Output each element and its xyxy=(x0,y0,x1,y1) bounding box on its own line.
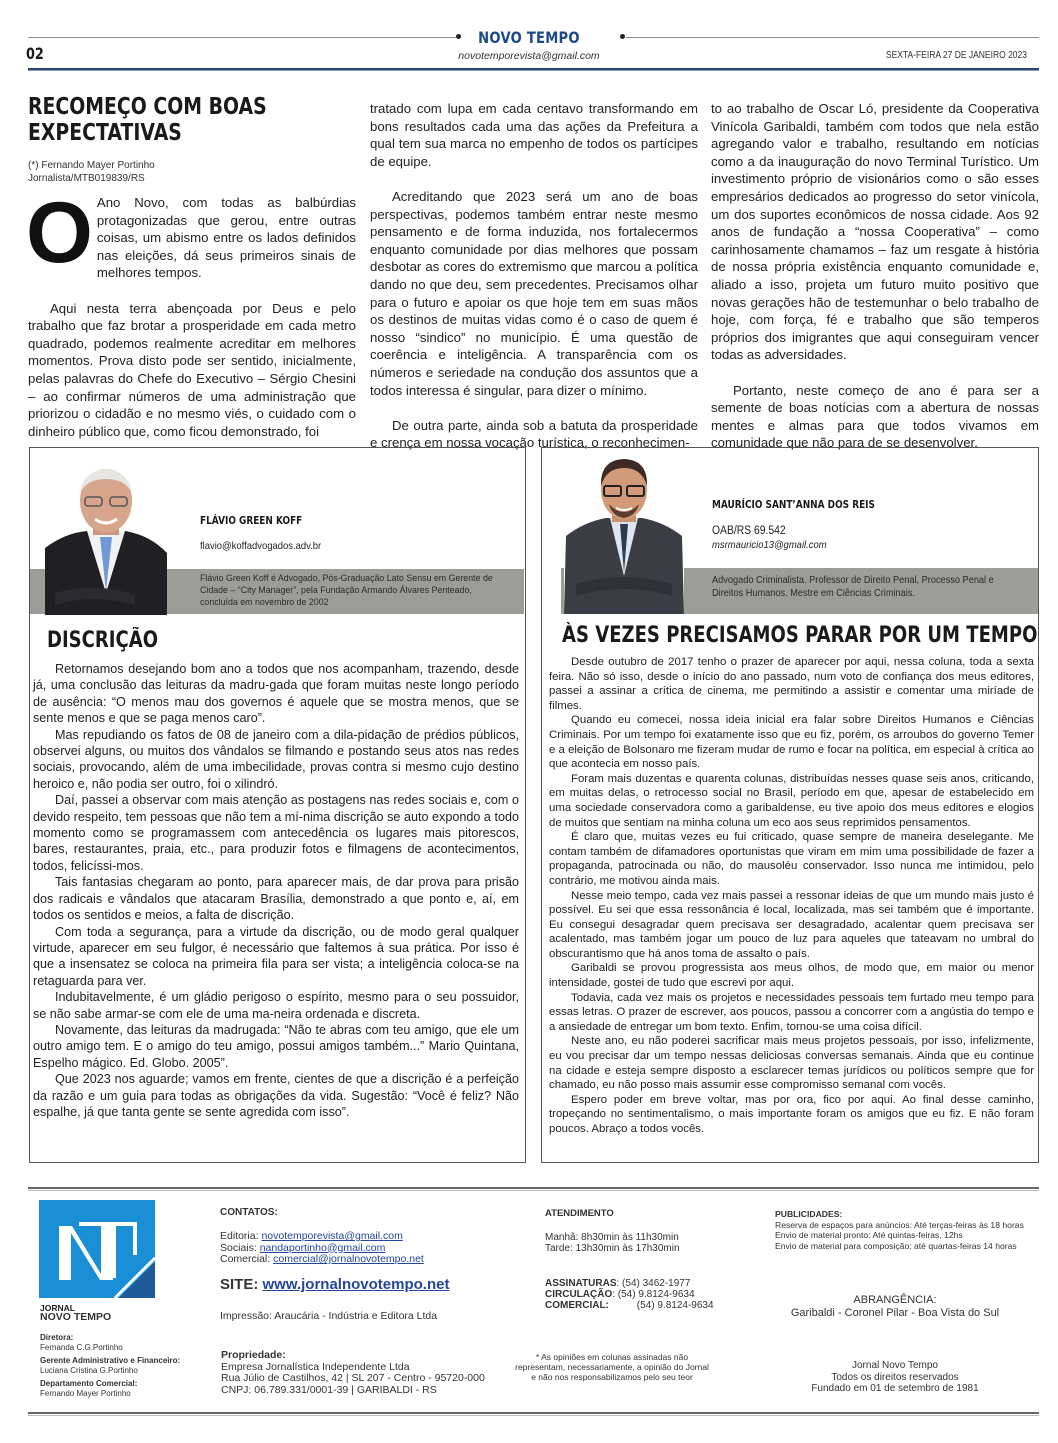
ownership-cnpj: CNPJ: 06.789.331/0001-39 | GARIBALDI - RS xyxy=(221,1383,437,1396)
byline-author: (*) Fernando Mayer Portinho xyxy=(28,160,155,171)
phone-row: CIRCULAÇÃO: (54) 9.8124-9634 xyxy=(545,1289,695,1300)
column-title: ÀS VEZES PRECISAMOS PARAR POR UM TEMPO xyxy=(562,623,1038,648)
article-column-2 xyxy=(370,100,698,452)
service-hours xyxy=(545,1208,745,1255)
newspaper-logo xyxy=(39,1200,155,1298)
author-oab: OAB/RS 69.542 xyxy=(712,525,786,537)
staff-role: Departamento Comercial: xyxy=(40,1379,138,1388)
column-paragraph: Daí, passei a observar com mais atenção as postagens nas redes sociais e, com o devido respeito, tem pessoas que não tem a mí-nima discrição se auto expondo a todo momento como se programassem com antecedência os lugares mais pitorescos, bares, restaurantes, praia, etc., para produzir fotos e filmagens de acontecimentos, todos, felicíssi-mos. xyxy=(33,793,519,873)
coverage-area xyxy=(750,1294,1040,1320)
comercial-email-link[interactable]: comercial@jornalnovotempo.net xyxy=(273,1253,424,1265)
author-email[interactable]: flavio@koffadvogados.adv.br xyxy=(200,540,322,552)
column-paragraph: É claro que, muitas vezes eu fui criticado, quase sempre de maneira deselegante. Me contam também de difamadores oportunistas que viram em mim uma possibilidade de fazer a propaganda, patrocinada ou não, do mausoléu conservador. Isso nunca me intimidou, pelo contrário, me motivou ainda mais. xyxy=(549,831,1034,887)
ownership-heading: Propriedade: xyxy=(221,1349,286,1361)
coverage-cities: Garibaldi - Coronel Pilar - Boa Vista do Sul xyxy=(790,1307,1000,1319)
opinion-column-right xyxy=(541,447,1039,1163)
author-name: MAURÍCIO SANT’ANNA DOS REIS xyxy=(712,499,875,511)
column-paragraph: Todavia, cada vez mais os projetos e necessidades pessoais tem furtado meu tempo para essas letras. O prazer de escrever, aos poucos, passou a concorrer com a angústia do tempo e a ansiedade de entregar um bom texto. Enfim, tornou-se uma coisa difícil. xyxy=(549,991,1034,1033)
author-bio: Flávio Green Koff é Advogado, Pós-Graduação Lato Sensu em Gerente de Cidade – “City Manager”, pela Fundação Armando Álvares Penteado, concluída em novembro de 2002 xyxy=(200,573,493,608)
site-line: SITE: www.jornalnovotempo.net xyxy=(220,1276,450,1293)
drop-cap: O xyxy=(26,185,93,281)
opinion-disclaimer: * As opiniões em colunas assinadas não representam, necessariamente, a opinião do Jornal e não nos responsabilizamos pelo seu teor xyxy=(515,1352,709,1382)
service-morning: Manhã: 8h30min às 11h30min xyxy=(545,1231,679,1243)
article-byline xyxy=(28,159,155,185)
column-paragraph: Indubitavelmente, é um gládio perigoso o espírito, mesmo para o seu possuidor, se não sabe armar-se com ele de uma ma-neira ordenada e discreta. xyxy=(33,990,519,1021)
rights-line: Jornal Novo Tempo xyxy=(852,1360,938,1371)
phone-row: COMERCIAL: (54) 9.8124-9634 xyxy=(545,1300,714,1311)
coverage-heading: ABRANGÊNCIA: xyxy=(853,1294,937,1306)
masthead-title: NOVO TEMPO xyxy=(478,28,580,47)
phone-row: ASSINATURAS: (54) 3462-1977 xyxy=(545,1278,691,1289)
portrait-image xyxy=(45,463,167,615)
print-info: Impressão: Araucária - Indústria e Editora Ltda xyxy=(220,1310,438,1322)
rights-notice xyxy=(780,1360,1010,1395)
column-paragraph: Com toda a segurança, para a virtude da discrição, ou de modo geral qualquer virtude, aparecer em seu fulgor, é necessário que faltemos à sua prática. Por isso é que a insensatez se coloca na primeira fila para ser vista; a inteligência coloca-se na retaguarda para ver. xyxy=(33,924,519,988)
staff-name: Luciana Cristina G.Portinho xyxy=(40,1366,138,1375)
phone-list xyxy=(545,1278,745,1311)
editoria-email-link[interactable]: novotemporevista@gmail.com xyxy=(261,1230,403,1242)
page-number: 02 xyxy=(26,44,44,63)
staff-role: Diretora: xyxy=(40,1333,74,1342)
column-paragraph: Mas repudiando os fatos de 08 de janeiro com a dila-pidação de prédios públicos, observei alguns, ou muitos dos vândalos se filmando e postando seus atos nas redes sociais, provocando, além de uma imbecilidade, provas contra si mesmo cujo destino heroico e, não podia ser outro, foi o xilindró. xyxy=(33,727,519,791)
staff-role: Gerente Administrativo e Financeiro: xyxy=(40,1356,181,1365)
article-paragraph: De outra parte, ainda sob a batuta da prosperidade e crença em nossa vocação turística, o reconhecimen- xyxy=(370,417,698,451)
column-paragraph: Novamente, das leituras da madrugada: “Não te abras com teu amigo, que ele um outro amigo tem. E o amigo do teu amigo, possui amigos também...” Mario Quintana, Espelho mágico. Ed. Globo. 2005”. xyxy=(33,1022,519,1070)
service-afternoon: Tarde: 13h30min às 17h30min xyxy=(545,1243,680,1254)
column-paragraph: Espero poder em breve voltar, mas por ora, fico por aqui. Ao final desse caminho, tropeçando no sentimentalismo, o mais importante foram os amigos que eu fiz. E não foram poucos. Abraço a todos vocês. xyxy=(549,1093,1034,1135)
column-paragraph: Nesse meio tempo, cada vez mais passei a ressonar ideias de que um mundo mais justo é possível. Eu sei que essa ressonância é local, localizada, mas sei também que é importante. Eu consegui desagradar quem precisava ser desagradado, acalentar quem precisava ser acalentado, mas também jogar um pouco de luz para aqueles que tateavam no umbral do obscurantismo que há anos toma de assalto o país. xyxy=(549,889,1034,960)
footer-top-rule xyxy=(28,1187,1039,1191)
article-paragraph: O Ano Novo, com todas as balbúrdias protagonizadas que gerou, entre outras coisas, um abismo entre os lados definidos nas eleições, dá seus primeiros sinais de melhores tempos. xyxy=(26,185,356,281)
nt-logo-icon xyxy=(39,1200,155,1298)
staff-name: Fernanda C.G.Portinho xyxy=(40,1343,123,1352)
column-paragraph: Tais fantasias chegaram ao ponto, para aparecer mais, de dar prova para prisão dos radicais e vândalos que atacaram Brasília, demonstrado a que ponto e, aí, em todos os sentidos e meios, a falta de discrição. xyxy=(33,875,519,923)
article-paragraph: Acreditando que 2023 será um ano de boas perspectivas, podemos também entrar neste mesmo pensamento e de forma induzida, nos fortalecermos enquanto comunidade por dias melhores que possam desbotar as cores do extremismo que marcou a política dando no que deu, sem precedentes. Precisamos olhar para o futuro e apoiar os que hoje tem em suas mãos os destinos de muitas vidas como é o caso de quem é nosso “sindico” no município. É uma questão de coerência e inteligência. A transparência com os números e seriedade na condução dos assuntos que a todos interessa é singular, para dizer o mínimo. xyxy=(370,188,698,398)
contacts-list: Editoria: novotemporevista@gmail.com Sociais: nandaportinho@gmail.com Comercial: comercial@jornalnovotempo.net xyxy=(220,1230,424,1265)
column-paragraph: Garibaldi se provou progressista aos meus olhos, de modo que, em maior ou menor intensidade, gostei de tudo que escrevi por aqui. xyxy=(549,962,1034,990)
column-paragraph: Quando eu comecei, nossa ideia inicial era falar sobre Direitos Humanos e Ciências Criminais. Por um tempo foi exatamente isso que eu fiz, porém, os arroubos do governo Temer e a eleição de Bolsonaro me fizeram mudar de rumo e focar na política, em especial à crítica ao que acontecia em nosso país. xyxy=(549,714,1034,771)
header-double-rule xyxy=(28,68,1039,71)
logo-label-small: JORNAL xyxy=(40,1303,75,1313)
column-body xyxy=(549,655,1034,1137)
issue-date: SEXTA-FEIRA 27 DE JANEIRO 2023 xyxy=(885,50,1027,61)
article-paragraph: Portanto, neste começo de ano é para ser a semente de boas notícias com a abertura de nossas mentes e almas para que todos vivamos em comunidade que não para de se desenvolver. xyxy=(711,382,1039,451)
contacts-heading: CONTATOS: xyxy=(220,1207,278,1218)
article-column-1 xyxy=(26,185,356,440)
advertising-info xyxy=(775,1209,1045,1251)
portrait-image xyxy=(564,456,684,614)
advertising-line: Envio de material pronto: Até quintas-feiras, 12hs xyxy=(775,1230,963,1240)
article-column-3 xyxy=(711,100,1039,452)
column-paragraph: Foram mais duzentas e quarenta colunas, distribuídas nesses quase seis anos, criticando, em muitas delas, o retrocesso social no Brasil, período em que, apesar de estabelecido em uma sociedade conservadora como a garibaldense, eu tive apoio dos meus editores e elogios de muitos que sentiam na minha coluna um eco aos seus reprimidos pensamentos. xyxy=(549,772,1034,829)
staff-list xyxy=(40,1333,200,1399)
article-paragraph: to ao trabalho de Oscar Ló, presidente da Cooperativa Vinícola Garibaldi, também com todos que nela estão agregando valor e trabalho, resultando em notícias como a da inauguração do novo Terminal Turístico. Um investimento próprio de visionários como o são esses empresários dedicados ao progresso do setor vinícola, um dos suportes econômicos de nossa cidade. Aos 92 anos de fundação a “nossa Cooperativa” – como carinhosamente chamamos – faz um resgate à história de nossa própria existência enquanto comunidade e, aliado a isso, projeta um futuro muito positivo que novas gerações hão de testemunhar o belo trabalho de hoje, com força, fé e trabalho que são temperos próprios dos imigrantes que aqui conseguiram vencer todas as adversidades. xyxy=(711,101,1039,363)
column-body xyxy=(33,661,519,1120)
article-title xyxy=(28,94,290,146)
article-title-line1: RECOMEÇO COM BOAS xyxy=(28,94,267,120)
logo-label-big: NOVO TEMPO xyxy=(40,1311,112,1323)
rights-line: Todos os direitos reservados xyxy=(831,1371,959,1383)
ownership-address: Rua Júlio de Castilhos, 42 | SL 207 - Centro - 95720-000 xyxy=(221,1372,485,1384)
service-heading: ATENDIMENTO xyxy=(545,1208,614,1219)
column-paragraph: Desde outubro de 2017 tenho o prazer de aparecer por aqui, nessa coluna, toda a sexta feira. Não só isso, desde o início do ano passado, num voto de confiança dos meus editores, passei a assinar a crítica de cinema, me permitindo a assistir e comentar uma miríade de filmes. xyxy=(549,656,1034,712)
footer-bottom-rule xyxy=(28,1412,1039,1416)
author-email[interactable]: msrmauricio13@gmail.com xyxy=(712,539,827,551)
author-photo xyxy=(45,463,167,615)
column-title: DISCRIÇÃO xyxy=(47,628,159,653)
column-paragraph: Retornamos desejando bom ano a todos que nos acompanham, trazendo, desde já, uma conclusão das leituras da madru-gada que foram muitas neste longo período de ausência: “O menos mau dos governos é aquele que se mostra menos, que se sente menos e que se paga menos caro”. xyxy=(33,662,519,726)
column-paragraph: Que 2023 nos aguarde; vamos em frente, cientes de que a discrição é a perfeição da razão e um guia para todas as obrigações da vida. Sugestão: “Você é feliz? Não espalhe, já que tanta gente se sente agredida com isso”. xyxy=(33,1072,519,1119)
article-paragraph: Aqui nesta terra abençoada por Deus e pelo trabalho que faz brotar a prosperidade em cada metro quadrado, podemos realmente acreditar em melhores momentos. Prova disto pode ser sentido, inicialmente, pelas palavras do Chefe do Executivo – Sérgio Chesini – ao confirmar números de uma administração que priorizou o cidadão e no mesmo viés, o cuidado com o dinheiro público que, como ficou demonstrado, foi xyxy=(28,300,356,439)
advertising-line: Envio de material para composição: até quartas-feiras 14 horas xyxy=(775,1240,1017,1251)
site-link[interactable]: www.jornalnovotempo.net xyxy=(262,1276,450,1293)
byline-credential: Jornalista/MTB019839/RS xyxy=(28,173,145,184)
rights-line: Fundado em 01 de setembro de 1981 xyxy=(811,1383,979,1394)
author-name: FLÁVIO GREEN KOFF xyxy=(200,515,303,527)
article-title-line2: EXPECTATIVAS xyxy=(28,120,182,146)
advertising-line: Reserva de espaços para anúncios: Até terças-feiras às 18 horas xyxy=(775,1219,1024,1230)
author-bio: Advogado Criminalista. Professor de Direito Penal, Processo Penal e Direitos Humanos. Mestre em Ciências Criminais. xyxy=(712,575,994,599)
author-photo xyxy=(564,456,684,614)
masthead-email[interactable]: novotemporevista@gmail.com xyxy=(458,50,600,62)
sociais-email-link[interactable]: nandaportinho@gmail.com xyxy=(259,1241,386,1254)
staff-name: Fernando Mayer Portinho xyxy=(40,1389,131,1398)
ownership-block xyxy=(221,1350,521,1396)
column-paragraph: Neste ano, eu não poderei sacrificar mais meus projetos pessoais, por isso, infelizmente, eu vou precisar dar um tempo nessas deliciosas conversas semanais. Ainda que eu continue na cidade e esteja sempre disposto a esclarecer temas jurídicos ou políticos sempre que for chamado, eu não posso mais assumir esse compromisso semanal com vocês. xyxy=(549,1035,1034,1092)
opinion-column-left xyxy=(29,447,526,1163)
article-paragraph: tratado com lupa em cada centavo transformando em bons resultados cada uma das ações da Prefeitura a qual tem sua marca no empenho de todos os partícipes de equipe. xyxy=(370,101,698,169)
advertising-heading: PUBLICIDADES: xyxy=(775,1209,843,1219)
ownership-company: Empresa Jornalística Independente Ltda xyxy=(221,1360,410,1373)
